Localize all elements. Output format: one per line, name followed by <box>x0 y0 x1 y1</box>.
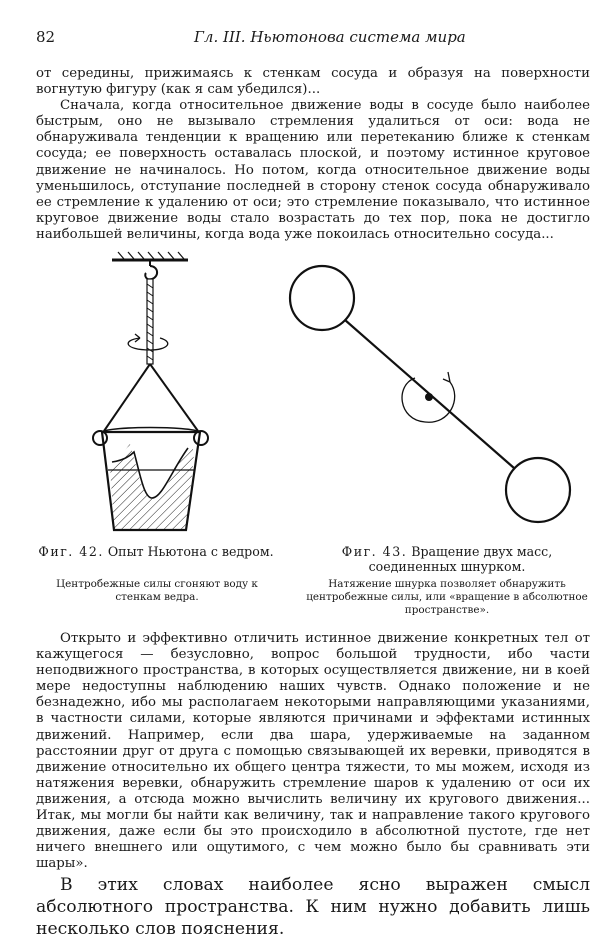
continued-paragraph: от середины, прижимаясь к стенкам сосуда и образуя на поверхности вогнутую фигуру (как я сам убедился)... <box>36 66 590 98</box>
bucket-paragraph: Сначала, когда относительное движение воды в сосуде было наиболее быстрым, оно не вызывало стремления удалиться от оси: вода не обнаруживала тенденции к вращению или перетеканию ближе к стенкам сосуда; ее поверхность оставалась плоской, и поэтому истинное круговое движение не начиналось. Но потом, когда относительное движение воды уменьшилось, отступание последней в сторону стенок сосуда обнаруживало ее стремление к удалению от оси; это стремление показывало, что истинное круговое движение воды стало возрастать до тех пор, пока не достигло наибольшей величины, когда вода уже покоилась относительно сосуда... <box>36 98 590 242</box>
figure-43-label: Фиг. 43. <box>341 544 408 559</box>
figure-43-title-text: Вращение двух масс, соединенных шнурком. <box>368 544 553 574</box>
figure-43-caption: Натяжение шнурка позволяет обнаружить центробежные силы, или «вращение в абсолютное пространстве». <box>306 578 588 616</box>
top-text-block <box>36 66 590 243</box>
closing-text-block <box>36 874 590 940</box>
figure-42-title <box>36 544 276 559</box>
motion-paragraph: Открыто и эффективно отличить истинное движение конкретных тел от кажущегося — безусловно, вопрос большой трудности, ибо части неподвижного пространства, в которых осуществляется движение, ни в коей мере недоступны наблюдению наших чувств. Однако положение и не безнадежно, ибо мы располагаем некоторыми направляющими указаниями, в частности силами, которые являются причинами и эффектами истинных движений. Например, если два шара, удерживаемые на заданном расстоянии друг от друга с помощью связывающей их веревки, приводятся в движение относительно их общего центра тяжести, то мы можем, исходя из натяжения веревки, обнаружить стремление шаров к удалению от оси их движения, а отсюда можно вычислить величину их кругового движения... Итак, мы могли бы найти как величину, так и направление такого кругового движения, даже если бы это происходило в абсолютной пустоте, где нет ничего внешнего или ощутимого, с чем можно было бы сравнивать эти шары». <box>36 631 590 872</box>
figure-42-label: Фиг. 42. <box>38 544 104 559</box>
closing-paragraph: В этих словах наиболее ясно выражен смысл абсолютного пространства. К ним нужно добавить лишь несколько слов пояснения. <box>36 875 590 939</box>
bottom-text-block <box>36 631 590 872</box>
running-head: Гл. III. Ньютонова система мира <box>194 28 466 46</box>
figure-42-caption: Центробежные силы сгоняют воду к стенкам ведра. <box>56 578 258 603</box>
page-header <box>36 28 590 50</box>
figure-43-rotating-masses <box>280 260 570 530</box>
figure-42-bucket-diagram <box>80 248 230 538</box>
page-number: 82 <box>36 28 56 46</box>
figure-43-title <box>306 544 588 574</box>
figure-42-title-text: Опыт Ньютона с ведром. <box>107 544 274 559</box>
